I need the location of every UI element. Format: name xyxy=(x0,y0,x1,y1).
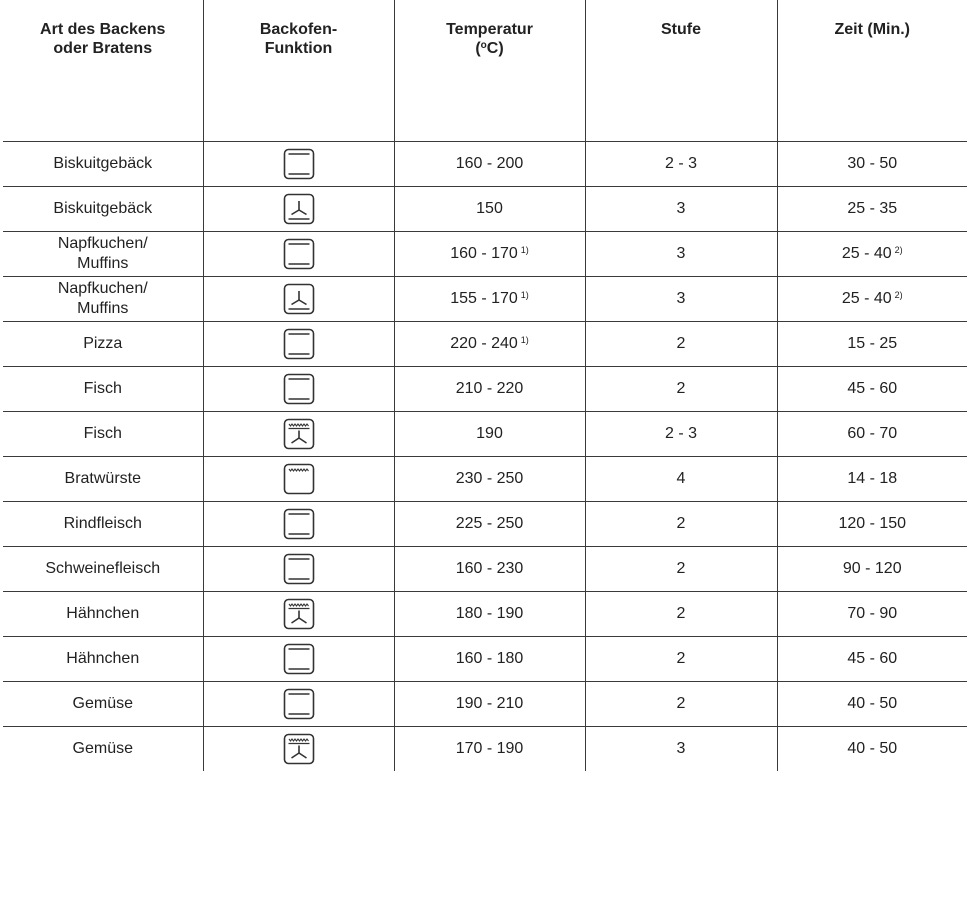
time-value: 90 - 120 xyxy=(842,560,902,577)
cell-time xyxy=(777,457,967,502)
type-line1: Fisch xyxy=(83,380,122,397)
cell-time xyxy=(777,142,967,187)
cell-function xyxy=(203,367,394,412)
type-line1: Rindfleisch xyxy=(63,515,142,532)
top-bottom-heat-icon xyxy=(283,688,315,720)
temperature-value: 220 - 240 xyxy=(450,335,518,352)
type-line1: Schweinefleisch xyxy=(45,560,161,577)
cell-function xyxy=(203,457,394,502)
cell-temperature xyxy=(394,412,585,457)
time-value: 40 - 50 xyxy=(847,695,898,712)
cell-level: 2 xyxy=(585,502,777,547)
cell-function xyxy=(203,727,394,772)
type-line1: Bratwürste xyxy=(64,470,141,487)
cell-type xyxy=(3,187,203,232)
cell-function xyxy=(203,412,394,457)
header-function xyxy=(203,0,394,142)
top-bottom-heat-icon xyxy=(283,508,315,540)
bottom-heat-fan-icon xyxy=(283,193,315,225)
top-bottom-heat-icon xyxy=(283,688,315,720)
cell-level: 2 xyxy=(585,367,777,412)
cell-temperature xyxy=(394,232,585,277)
temperature-value: 170 - 190 xyxy=(455,740,524,757)
cell-level: 3 xyxy=(585,727,777,772)
type-line1: Hähnchen xyxy=(66,605,140,622)
header-time: Zeit (Min.) xyxy=(777,0,967,142)
temperature-value: 210 - 220 xyxy=(455,380,524,397)
cell-type xyxy=(3,682,203,727)
temperature-value: 160 - 200 xyxy=(455,155,524,172)
footnote-marker: 2) xyxy=(894,290,903,300)
cell-function xyxy=(203,187,394,232)
table-row xyxy=(3,412,967,457)
type-line1: Napfkuchen/ xyxy=(57,235,148,252)
cell-temperature xyxy=(394,727,585,772)
grill-fan-icon xyxy=(283,733,315,765)
temperature-value: 230 - 250 xyxy=(455,470,524,487)
cell-temperature xyxy=(394,682,585,727)
cell-time xyxy=(777,187,967,232)
cell-time xyxy=(777,322,967,367)
top-bottom-heat-icon xyxy=(283,148,315,180)
temperature-value: 150 xyxy=(476,200,503,217)
top-bottom-heat-icon xyxy=(283,148,315,180)
temperature-value: 190 - 210 xyxy=(455,695,524,712)
grill-icon xyxy=(283,463,315,495)
table-row xyxy=(3,547,967,592)
type-line2: Muffins xyxy=(77,255,129,272)
grill-icon xyxy=(283,463,315,495)
cell-temperature xyxy=(394,367,585,412)
cell-time xyxy=(777,592,967,637)
time-value: 14 - 18 xyxy=(847,470,898,487)
top-bottom-heat-icon xyxy=(283,238,315,270)
cell-type xyxy=(3,412,203,457)
type-line1: Hähnchen xyxy=(66,650,140,667)
header-type-line2: oder Bratens xyxy=(53,40,153,57)
time-value: 25 - 40 xyxy=(841,245,892,262)
cell-level: 3 xyxy=(585,232,777,277)
cell-type xyxy=(3,592,203,637)
footnote-marker: 1) xyxy=(520,335,529,345)
bottom-heat-fan-icon xyxy=(283,283,315,315)
header-level: Stufe xyxy=(585,0,777,142)
cell-time xyxy=(777,412,967,457)
time-value: 45 - 60 xyxy=(847,380,898,397)
type-line1: Biskuitgebäck xyxy=(53,200,153,217)
table-row xyxy=(3,637,967,682)
time-value: 70 - 90 xyxy=(847,605,898,622)
temperature-unit-open: ( xyxy=(475,40,481,57)
cell-level: 2 xyxy=(585,682,777,727)
top-bottom-heat-icon xyxy=(283,643,315,675)
temperature-value: 160 - 170 xyxy=(450,245,518,262)
grill-fan-icon xyxy=(283,418,315,450)
cell-time xyxy=(777,502,967,547)
table-row xyxy=(3,502,967,547)
cell-time xyxy=(777,367,967,412)
table-row xyxy=(3,277,967,322)
type-line2: Muffins xyxy=(77,300,129,317)
header-temperature-line1: Temperatur xyxy=(446,21,533,38)
cell-temperature xyxy=(394,187,585,232)
bottom-heat-fan-icon xyxy=(283,193,315,225)
type-line1: Pizza xyxy=(83,335,123,352)
cell-temperature xyxy=(394,502,585,547)
baking-table xyxy=(3,0,967,771)
cell-temperature xyxy=(394,322,585,367)
type-line1: Fisch xyxy=(83,425,122,442)
cell-function xyxy=(203,547,394,592)
table-row xyxy=(3,142,967,187)
cell-function xyxy=(203,232,394,277)
cell-level: 2 xyxy=(585,637,777,682)
cell-temperature xyxy=(394,457,585,502)
table-row xyxy=(3,457,967,502)
temperature-value: 155 - 170 xyxy=(450,290,518,307)
cell-type xyxy=(3,232,203,277)
cell-function xyxy=(203,502,394,547)
top-bottom-heat-icon xyxy=(283,508,315,540)
time-value: 120 - 150 xyxy=(838,515,907,532)
header-function-line2: Funktion xyxy=(264,40,333,57)
header-type xyxy=(3,0,203,142)
table-row xyxy=(3,367,967,412)
table-row xyxy=(3,232,967,277)
header-temperature-line2 xyxy=(399,39,581,58)
cell-type xyxy=(3,502,203,547)
degree-sign: o xyxy=(480,40,487,51)
cell-type xyxy=(3,142,203,187)
time-value: 25 - 35 xyxy=(847,200,898,217)
cell-function xyxy=(203,277,394,322)
time-value: 30 - 50 xyxy=(847,155,898,172)
cell-type xyxy=(3,457,203,502)
cell-type xyxy=(3,547,203,592)
grill-fan-icon xyxy=(283,598,315,630)
top-bottom-heat-icon xyxy=(283,328,315,360)
temperature-unit-close: C) xyxy=(486,40,504,57)
type-line1: Napfkuchen/ xyxy=(57,280,148,297)
table-row xyxy=(3,727,967,772)
cell-level: 2 xyxy=(585,547,777,592)
top-bottom-heat-icon xyxy=(283,643,315,675)
cell-temperature xyxy=(394,277,585,322)
time-value: 45 - 60 xyxy=(847,650,898,667)
type-line1: Gemüse xyxy=(72,740,133,757)
temperature-value: 160 - 180 xyxy=(455,650,524,667)
temperature-value: 180 - 190 xyxy=(455,605,524,622)
cell-function xyxy=(203,682,394,727)
cell-level: 2 - 3 xyxy=(585,142,777,187)
cell-type xyxy=(3,727,203,772)
type-line1: Gemüse xyxy=(72,695,133,712)
cell-level: 2 xyxy=(585,322,777,367)
cell-level: 2 xyxy=(585,592,777,637)
top-bottom-heat-icon xyxy=(283,328,315,360)
time-value: 25 - 40 xyxy=(841,290,892,307)
cell-temperature xyxy=(394,142,585,187)
footnote-marker: 1) xyxy=(520,245,529,255)
header-temperature xyxy=(394,0,585,142)
cell-function xyxy=(203,322,394,367)
cell-temperature xyxy=(394,592,585,637)
cell-function xyxy=(203,592,394,637)
header-type-line1: Art des Backens xyxy=(40,21,166,38)
grill-fan-icon xyxy=(283,598,315,630)
cell-time xyxy=(777,547,967,592)
bottom-heat-fan-icon xyxy=(283,283,315,315)
cell-time xyxy=(777,682,967,727)
cell-time xyxy=(777,727,967,772)
cell-type xyxy=(3,322,203,367)
cell-temperature xyxy=(394,637,585,682)
top-bottom-heat-icon xyxy=(283,553,315,585)
table-row xyxy=(3,187,967,232)
top-bottom-heat-icon xyxy=(283,238,315,270)
time-value: 60 - 70 xyxy=(847,425,898,442)
cell-time xyxy=(777,277,967,322)
grill-fan-icon xyxy=(283,418,315,450)
header-function-line1: Backofen- xyxy=(259,21,338,38)
cell-type xyxy=(3,637,203,682)
grill-fan-icon xyxy=(283,733,315,765)
temperature-value: 225 - 250 xyxy=(455,515,524,532)
footnote-marker: 1) xyxy=(520,290,529,300)
time-value: 40 - 50 xyxy=(847,740,898,757)
cell-level: 3 xyxy=(585,277,777,322)
cell-time xyxy=(777,232,967,277)
footnote-marker: 2) xyxy=(894,245,903,255)
cell-function xyxy=(203,142,394,187)
table-row xyxy=(3,322,967,367)
top-bottom-heat-icon xyxy=(283,373,315,405)
table-row xyxy=(3,592,967,637)
cell-level: 3 xyxy=(585,187,777,232)
top-bottom-heat-icon xyxy=(283,553,315,585)
type-line1: Biskuitgebäck xyxy=(53,155,153,172)
cell-temperature xyxy=(394,547,585,592)
cell-time xyxy=(777,637,967,682)
cell-type xyxy=(3,367,203,412)
cell-type xyxy=(3,277,203,322)
cell-function xyxy=(203,637,394,682)
time-value: 15 - 25 xyxy=(847,335,898,352)
cell-level: 4 xyxy=(585,457,777,502)
top-bottom-heat-icon xyxy=(283,373,315,405)
cell-level: 2 - 3 xyxy=(585,412,777,457)
temperature-value: 160 - 230 xyxy=(455,560,524,577)
table-row xyxy=(3,682,967,727)
temperature-value: 190 xyxy=(476,425,503,442)
header-row xyxy=(3,0,967,142)
